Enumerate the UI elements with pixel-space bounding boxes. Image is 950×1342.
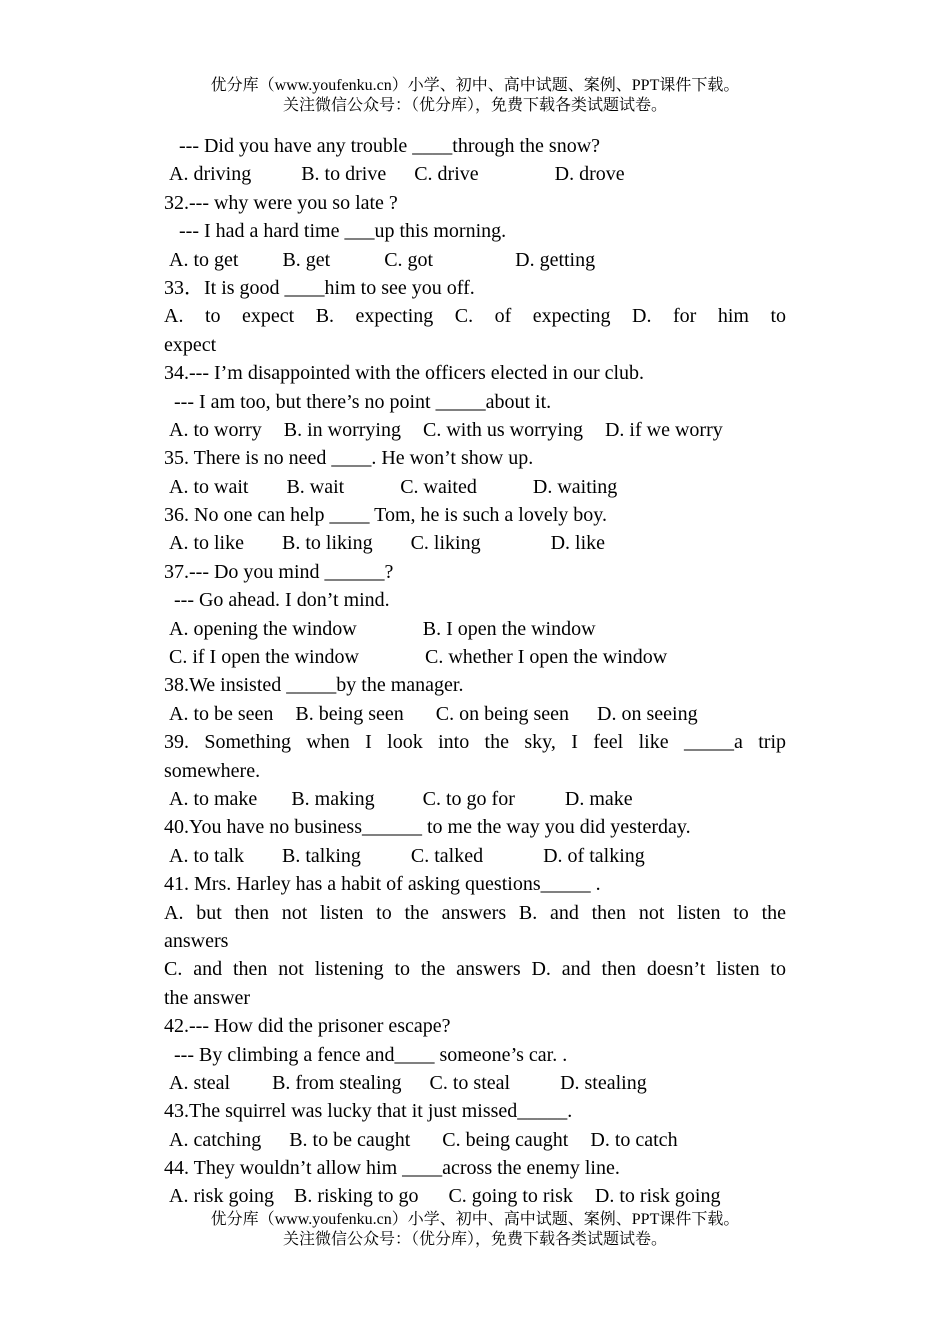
question-text-line: somewhere. xyxy=(164,759,261,782)
answer-options-line xyxy=(164,643,786,671)
answer-option: D. make xyxy=(564,787,633,810)
answer-option: C. with us worrying xyxy=(422,418,583,441)
answer-option: D. getting xyxy=(515,248,596,271)
answer-option: D. to risk going xyxy=(594,1185,721,1208)
header-line-1: 优分库（www.youfenku.cn）小学、初中、高中试题、案例、PPT课件下载。 xyxy=(210,77,740,94)
answer-option: D. drove xyxy=(554,163,625,186)
answer-option: C. going to risk xyxy=(448,1185,573,1208)
answer-option: B. wait xyxy=(286,475,345,498)
question-text-line: 42.--- How did the prisoner escape? xyxy=(164,1015,451,1038)
question-text-line: the answer xyxy=(164,986,251,1009)
question-text-line: 32.--- why were you so late ? xyxy=(164,191,398,214)
answer-option: A. to like xyxy=(169,532,244,555)
answer-option: B. to be caught xyxy=(289,1128,411,1151)
footer-line-1: 优分库（www.youfenku.cn）小学、初中、高中试题、案例、PPT课件下载。 xyxy=(210,1211,740,1228)
answer-option: B. from stealing xyxy=(272,1071,402,1094)
answer-option: C. liking xyxy=(410,532,481,555)
answer-option: A. steal xyxy=(169,1071,231,1094)
answer-option: C. drive xyxy=(414,163,479,186)
answer-option: D. stealing xyxy=(560,1071,647,1094)
question-list xyxy=(164,132,786,1211)
question-text-line: 35. There is no need ____. He won’t show up. xyxy=(164,447,534,470)
answer-option: A. catching xyxy=(169,1128,262,1151)
answer-option: D. like xyxy=(550,532,606,555)
answer-option: D. of talking xyxy=(543,844,645,867)
answer-options-line xyxy=(164,1069,786,1097)
answer-option: B. to liking xyxy=(282,532,373,555)
answer-options-line xyxy=(164,473,786,501)
answer-option: B. risking to go xyxy=(294,1185,419,1208)
answer-options-line xyxy=(164,700,786,728)
answer-option: B. get xyxy=(282,248,331,271)
answer-options-line xyxy=(164,529,786,557)
answer-option: A. to get xyxy=(169,248,239,271)
question-text-line: 34.--- I’m disappointed with the officers elected in our club. xyxy=(164,362,645,385)
answer-option: A. to wait xyxy=(169,475,249,498)
answer-options-line xyxy=(164,1182,786,1210)
answer-options-line xyxy=(164,615,786,643)
answer-options-line xyxy=(164,842,786,870)
answer-option: A. to worry xyxy=(169,418,262,441)
question-text-line: 38.We insisted _____by the manager. xyxy=(164,674,464,697)
answer-option: A. to make xyxy=(169,787,258,810)
question-text-line: 44. They wouldn’t allow him ____across the enemy line. xyxy=(164,1157,620,1180)
answer-option: D. if we worry xyxy=(604,418,723,441)
question-text-line: 36. No one can help ____ Tom, he is such a lovely boy. xyxy=(164,504,607,527)
question-text-line: --- Did you have any trouble ____through the snow? xyxy=(164,135,601,157)
question-text-line: answers xyxy=(164,929,229,952)
question-text-line: --- Go ahead. I don’t mind. xyxy=(164,589,390,612)
answer-options-line xyxy=(164,1126,786,1154)
question-text-line: 39. Something when I look into the sky, I feel like _____a trip xyxy=(164,731,786,754)
answer-option: C. to steal xyxy=(429,1071,511,1094)
answer-option: D. to catch xyxy=(590,1128,678,1151)
answer-option: B. to drive xyxy=(301,163,387,186)
question-text-line: 43.The squirrel was lucky that it just missed_____. xyxy=(164,1100,573,1123)
answer-option: C. if I open the window xyxy=(169,646,359,669)
answer-option: C. talked xyxy=(410,844,484,867)
page-footer xyxy=(0,1210,950,1250)
answer-option: A. to talk xyxy=(169,844,244,867)
question-text-line: expect xyxy=(164,333,217,356)
answer-option: D. waiting xyxy=(532,475,618,498)
question-text-line: 40.You have no business______ to me the way you did yesterday. xyxy=(164,816,691,839)
footer-line-2: 关注微信公众号：（优分库），免费下载各类试题试卷。 xyxy=(282,1231,667,1248)
answer-option: B. I open the window xyxy=(422,617,596,640)
answer-option: C. whether I open the window xyxy=(424,646,668,669)
answer-option: C. on being seen xyxy=(435,702,570,725)
answer-option: B. talking xyxy=(282,844,361,867)
question-text-line: 41. Mrs. Harley has a habit of asking questions_____ . xyxy=(164,873,601,896)
question-text-line: --- By climbing a fence and____ someone’s car. . xyxy=(164,1043,568,1066)
question-text-line: A. to expect B. expecting C. of expecting D. for him to xyxy=(164,305,786,328)
answer-option: A. opening the window xyxy=(169,617,357,640)
answer-options-line xyxy=(164,246,786,274)
answer-options-line xyxy=(164,416,786,444)
question-text-line: 37.--- Do you mind ______? xyxy=(164,560,394,583)
question-text-line: --- I had a hard time ___up this morning. xyxy=(164,220,507,243)
question-text-line: --- I am too, but there’s no point _____about it. xyxy=(164,390,552,413)
answer-option: A. driving xyxy=(169,163,252,186)
page-header xyxy=(0,76,950,116)
answer-option: B. making xyxy=(291,787,375,810)
answer-options-line xyxy=(164,785,786,813)
answer-options-line xyxy=(164,160,786,188)
answer-option: D. on seeing xyxy=(597,702,698,725)
question-text-line: 33．It is good ____him to see you off. xyxy=(164,276,475,299)
answer-option: A. to be seen xyxy=(169,702,274,725)
answer-option: A. risk going xyxy=(169,1185,274,1208)
answer-option: B. in worrying xyxy=(283,418,401,441)
answer-option: C. to go for xyxy=(422,787,515,810)
answer-option: B. being seen xyxy=(295,702,404,725)
answer-option: C. being caught xyxy=(442,1128,569,1151)
question-text-line: A. but then not listen to the answers B. and then not listen to the xyxy=(164,901,786,924)
answer-option: C. waited xyxy=(400,475,477,498)
header-line-2: 关注微信公众号：（优分库），免费下载各类试题试卷。 xyxy=(282,97,667,114)
question-text-line: C. and then not listening to the answers D. and then doesn’t listen to xyxy=(164,958,786,981)
answer-option: C. got xyxy=(384,248,434,271)
